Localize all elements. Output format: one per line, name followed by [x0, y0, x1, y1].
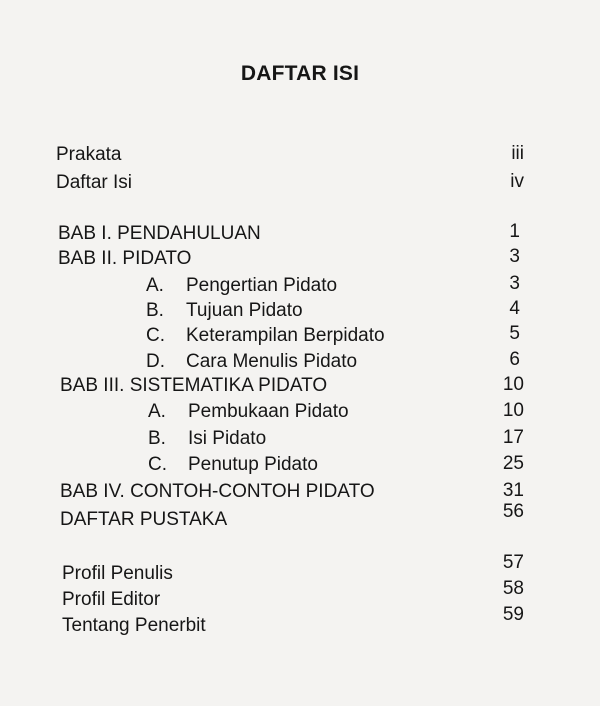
toc-entry-label — [148, 453, 318, 477]
toc-entry-label: Profil Penulis — [62, 563, 173, 584]
toc-entry-label — [146, 299, 303, 323]
toc-entry-page: 56 — [502, 501, 524, 522]
toc-entry — [0, 143, 600, 167]
toc-entry-letter: D. — [146, 351, 165, 372]
toc-entry-text: Keterampilan Berpidato — [186, 325, 385, 346]
toc-entry-label: Daftar Isi — [56, 172, 133, 193]
toc-entry-label: DAFTAR PUSTAKA — [60, 509, 228, 530]
toc-entry-page: 31 — [502, 480, 524, 501]
toc-entry-page: 10 — [502, 374, 524, 395]
toc-entry-text: Pengertian Pidato — [186, 275, 338, 296]
toc-entry-page: iv — [510, 171, 524, 192]
toc-entry-label — [148, 400, 349, 424]
page-title: DAFTAR ISI — [240, 62, 360, 85]
toc-entry-label: BAB III. SISTEMATIKA PIDATO — [60, 375, 328, 396]
toc-entry — [0, 324, 600, 348]
toc-entry-letter: C. — [148, 454, 167, 475]
toc-entry-text: Cara Menulis Pidato — [186, 351, 358, 372]
toc-entry — [0, 299, 600, 323]
toc-entry-page: 17 — [502, 427, 524, 448]
toc-entry — [0, 171, 600, 195]
toc-entry-label: BAB I. PENDAHULUAN — [58, 223, 261, 244]
toc-entry-page: 6 — [509, 349, 520, 370]
toc-entry-page: 3 — [509, 246, 520, 267]
toc-entry — [0, 247, 600, 271]
toc-entry-page: 5 — [509, 323, 520, 344]
toc-entry-label: Prakata — [56, 144, 122, 165]
toc-entry-page: 1 — [509, 221, 520, 242]
toc-entry — [0, 427, 600, 451]
toc-entry-text: Penutup Pidato — [188, 454, 318, 475]
toc-entry-label: BAB II. PIDATO — [58, 248, 192, 269]
toc-entry-label — [146, 350, 357, 374]
toc-entry-letter: A. — [146, 275, 164, 296]
toc-entry — [0, 274, 600, 298]
toc-entry — [0, 222, 600, 246]
toc-entry-text: Pembukaan Pidato — [188, 401, 349, 422]
toc-entry-label: Profil Editor — [62, 589, 161, 610]
toc-entry — [0, 374, 600, 398]
toc-entry — [0, 400, 600, 424]
toc-entry — [0, 604, 600, 638]
toc-entry-label — [146, 324, 385, 348]
toc-entry-page: 58 — [502, 578, 524, 599]
toc-entry-text: Isi Pidato — [188, 428, 267, 449]
toc-entry-label — [146, 274, 337, 298]
toc-entry-text: Tujuan Pidato — [186, 300, 303, 321]
toc-entry-page: 59 — [502, 604, 524, 625]
toc-entry-letter: C. — [146, 325, 165, 346]
toc-entry-label — [148, 427, 266, 451]
toc-entry-page: 10 — [502, 400, 524, 421]
toc-entry-letter: A. — [148, 401, 166, 422]
toc-entry-letter: B. — [146, 300, 164, 321]
toc-entry — [0, 501, 600, 532]
toc-entry-label: BAB IV. CONTOH-CONTOH PIDATO — [60, 481, 375, 502]
toc-entry-label: Tentang Penerbit — [62, 615, 206, 636]
toc-entry-page: 57 — [502, 552, 524, 573]
toc-entry-page: 3 — [509, 273, 520, 294]
toc-entry-page: iii — [511, 143, 524, 164]
toc-entry-page: 4 — [509, 298, 520, 319]
toc-entry-letter: B. — [148, 428, 166, 449]
toc-entry-page: 25 — [502, 453, 524, 474]
toc-entry — [0, 350, 600, 374]
toc-entry — [0, 453, 600, 477]
